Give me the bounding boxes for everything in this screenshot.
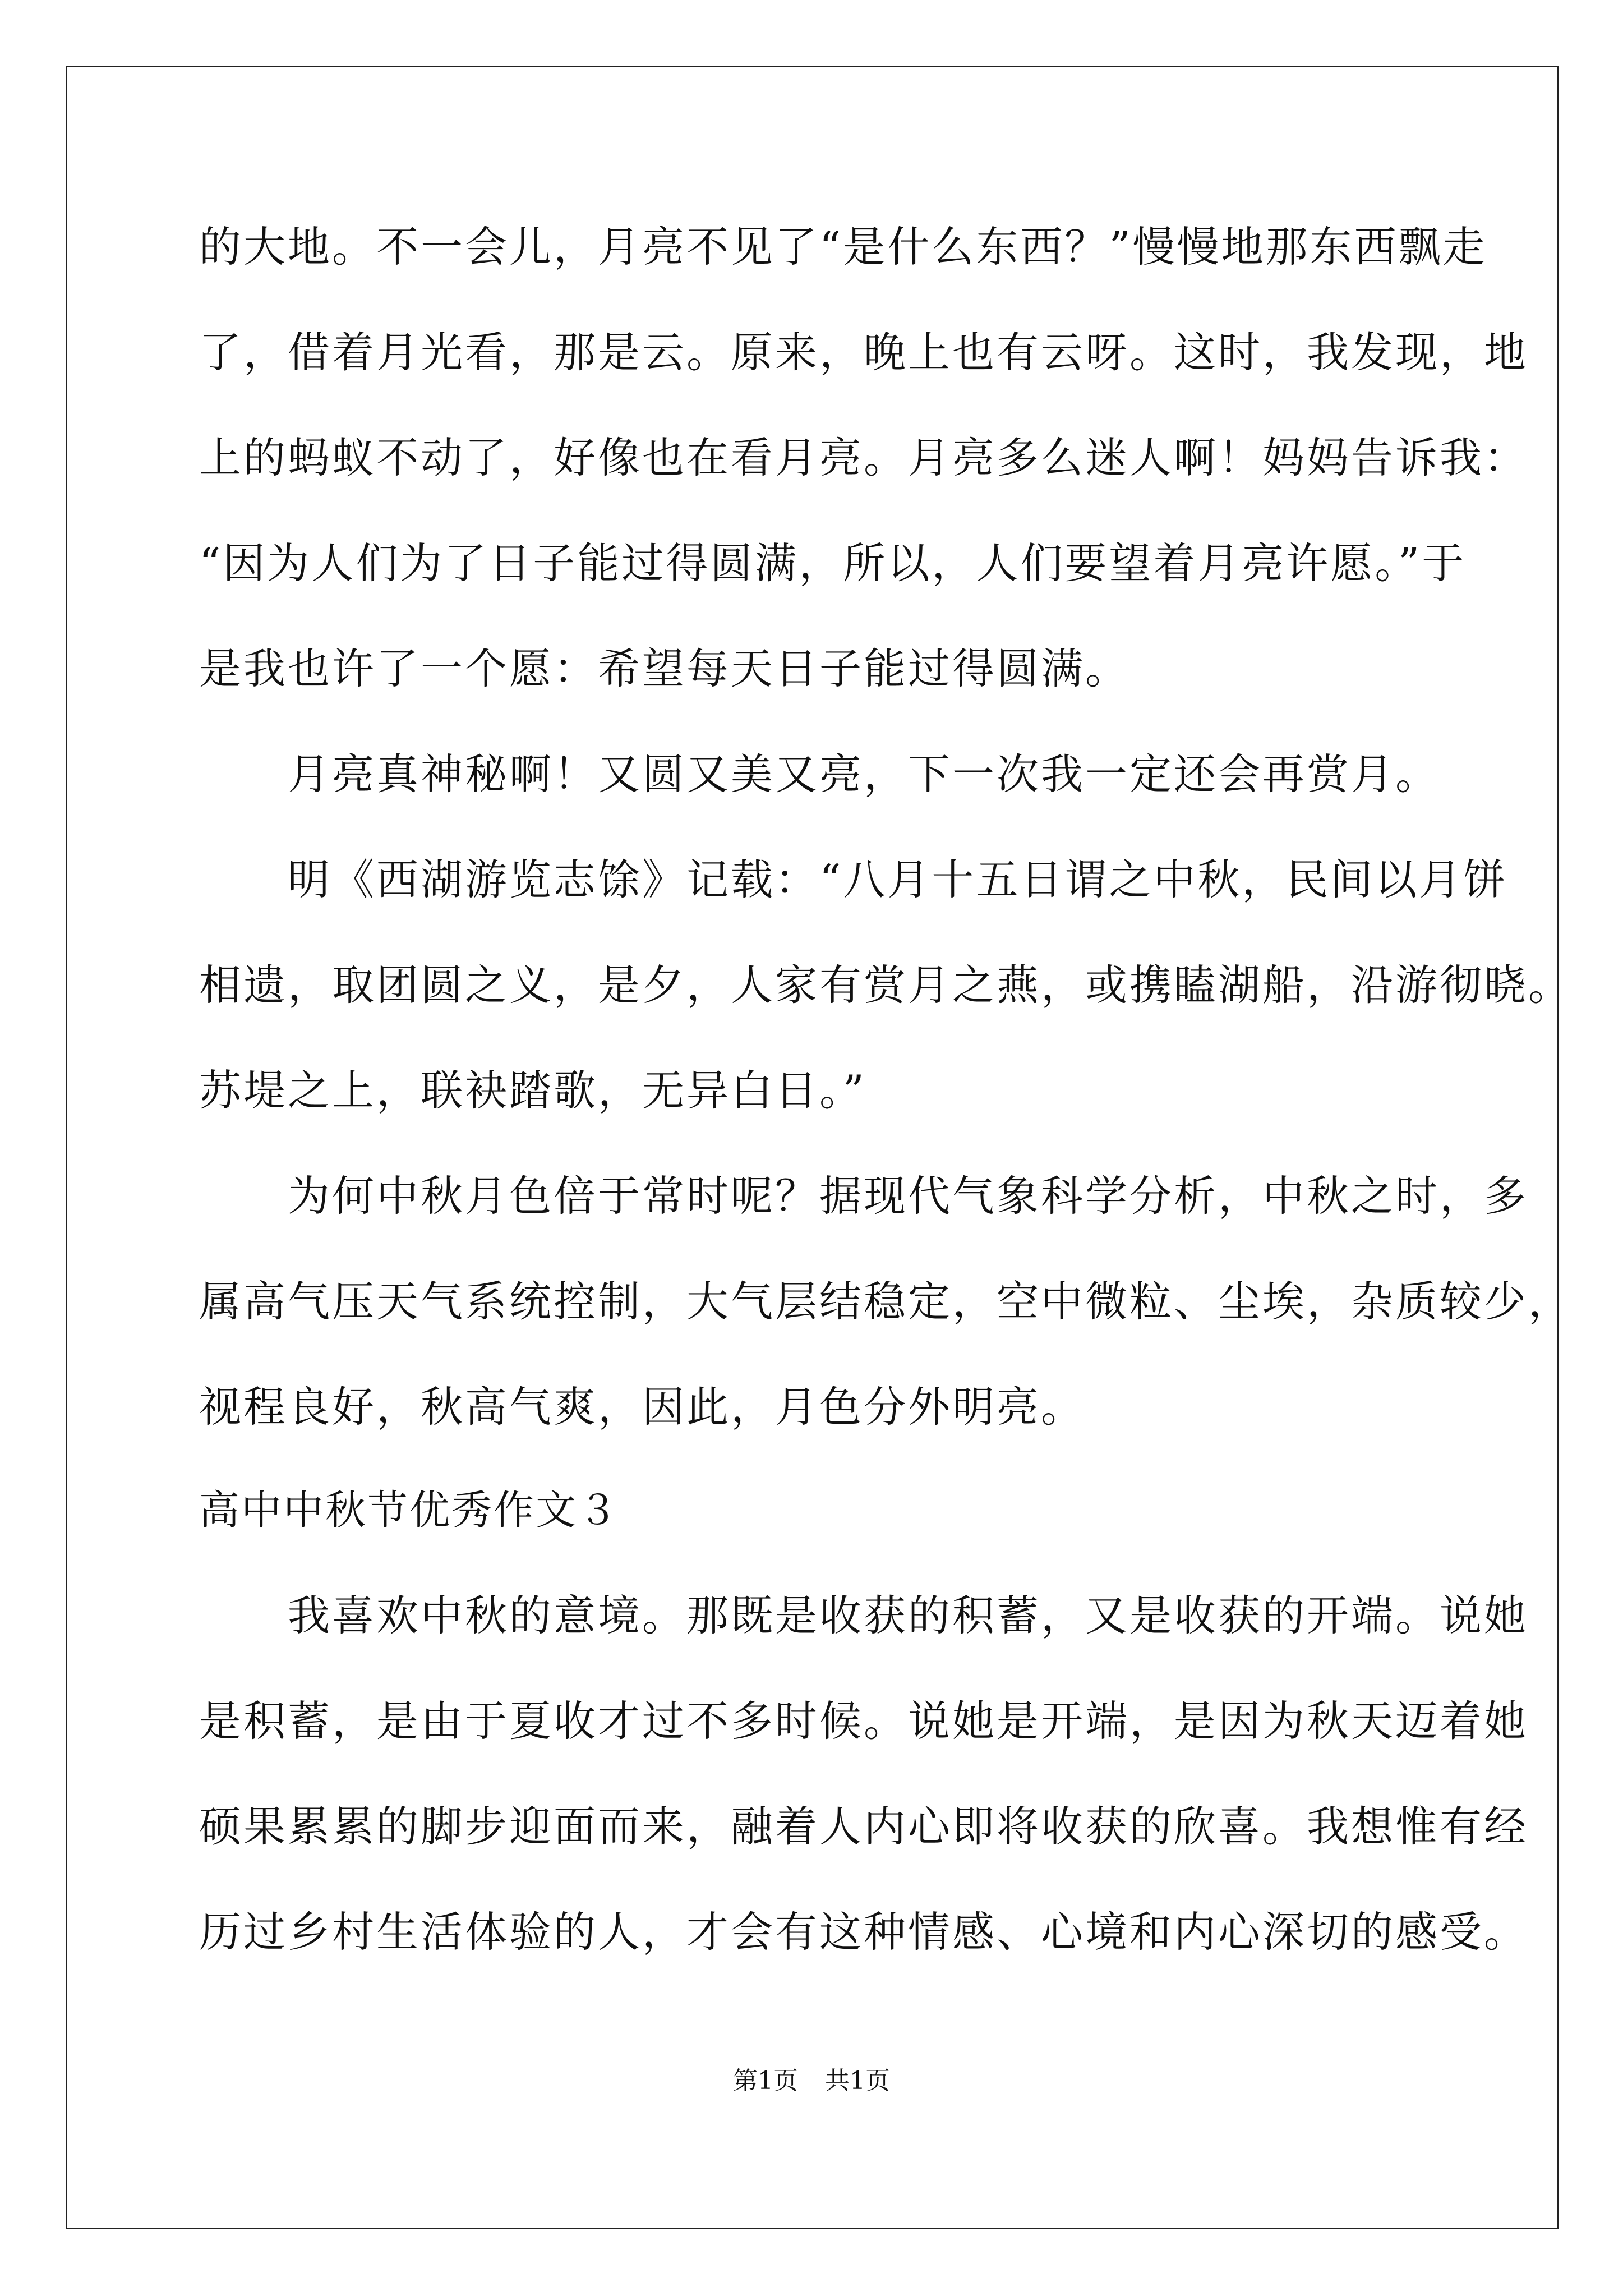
text-line: 视程良好，秋高气爽，因此，月色分外明亮。 xyxy=(199,1382,1086,1432)
text-line: 的大地。不一会儿，月亮不见了“是什么东西？”慢慢地那东西飘走 xyxy=(199,222,1487,272)
text-line: 苏堤之上，联袂踏歌，无异白日。” xyxy=(199,1066,866,1115)
page-number: 第1页 xyxy=(733,2067,798,2095)
page-total: 共1页 xyxy=(825,2067,890,2095)
text-line: 硕果累累的脚步迎面而来，融着人内心即将收获的欣喜。我想惟有经 xyxy=(199,1802,1529,1851)
text-line: “因为人们为了日子能过得圆满，所以，人们要望着月亮许愿。”于 xyxy=(199,539,1467,588)
text-line: 上的蚂蚁不动了，好像也在看月亮。月亮多么迷人啊！妈妈告诉我： xyxy=(199,433,1529,482)
text-line: 了，借着月光看，那是云。原来，晚上也有云呀。这时，我发现，地 xyxy=(199,328,1529,377)
text-line: 我喜欢中秋的意境。那既是收获的积蓄，又是收获的开端。说她 xyxy=(199,1591,1529,1640)
text-line: 为何中秋月色倍于常时呢？据现代气象科学分析，中秋之时，多 xyxy=(199,1171,1529,1221)
text-line: 是我也许了一个愿：希望每天日子能过得圆满。 xyxy=(199,644,1130,693)
text-line: 月亮真神秘啊！又圆又美又亮，下一次我一定还会再赏月。 xyxy=(199,749,1440,799)
text-line: 历过乡村生活体验的人，才会有这种情感、心境和内心深切的感受。 xyxy=(199,1907,1529,1957)
page-footer xyxy=(0,2064,1623,2098)
section-heading: 高中中秋节优秀作文３ xyxy=(199,1487,620,1534)
text-line: 属高气压天气系统控制，大气层结稳定，空中微粒、尘埃，杂质较少， xyxy=(199,1277,1573,1326)
text-line: 是积蓄，是由于夏收才过不多时候。说她是开端，是因为秋天迈着她 xyxy=(199,1696,1529,1746)
text-line: 相遗，取团圆之义，是夕，人家有赏月之燕，或携瞌湖船，沿游彻晓。 xyxy=(199,960,1573,1010)
text-line: 明《西湖游览志馀》记载：“八月十五日谓之中秋，民间以月饼 xyxy=(199,855,1508,904)
